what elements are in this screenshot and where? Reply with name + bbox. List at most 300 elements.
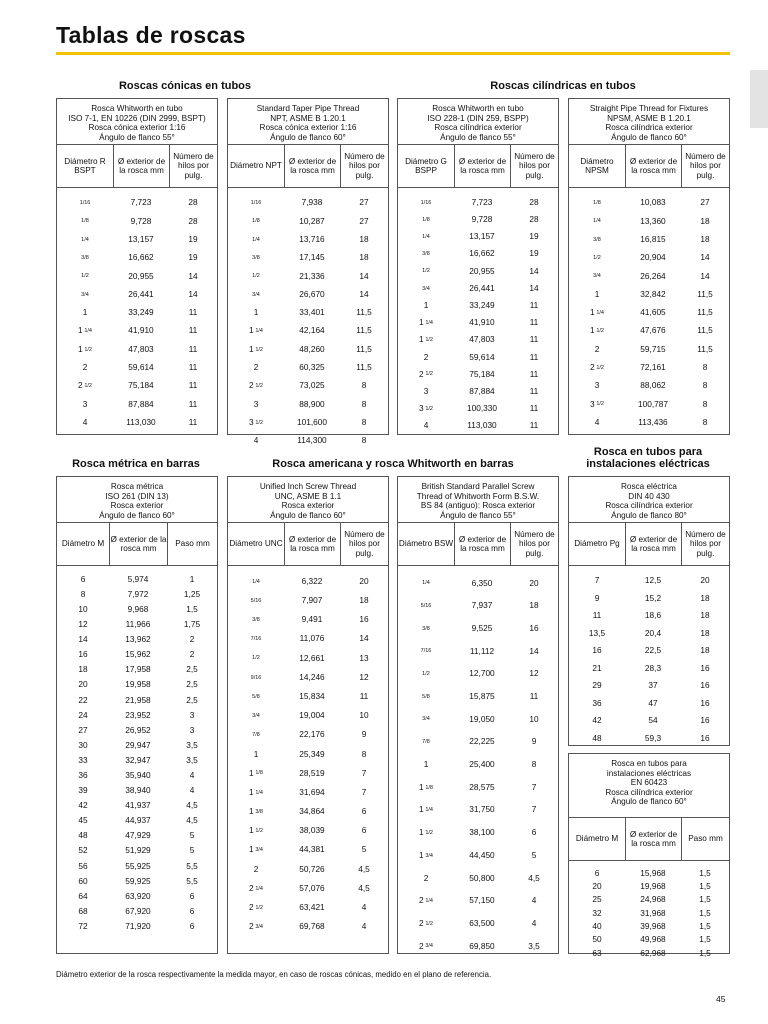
table-row	[57, 572, 217, 587]
table-cell: 1 1/2	[590, 325, 604, 336]
table-cell: 28,3	[644, 662, 662, 673]
table-cell: 3 1/2	[249, 416, 263, 427]
table-cell: 38,940	[125, 785, 151, 796]
table-cell: 4	[531, 917, 537, 928]
column-header: Diámetro NPSM	[580, 156, 614, 175]
table-cell: 2	[423, 872, 429, 883]
table-cell: 11,076	[299, 633, 325, 644]
table-cell: 2	[189, 634, 195, 645]
table-row	[57, 889, 217, 904]
table-cell: 21,336	[299, 270, 325, 281]
table-row	[228, 898, 388, 917]
table-row	[228, 591, 388, 610]
column-header: Ø exterior de la rosca mm	[109, 523, 167, 565]
table-cell: 71,920	[125, 920, 151, 931]
table-cell: 28	[188, 197, 198, 208]
table-cell: 1 1/2	[249, 825, 263, 836]
table-row	[228, 194, 388, 212]
table-cell: 5	[531, 849, 537, 860]
table-row	[569, 907, 729, 920]
table-cell: 14	[529, 645, 539, 656]
table-cell: 5,974	[127, 573, 149, 584]
table-cell: 8	[702, 416, 708, 427]
table-cell: 42	[78, 800, 88, 811]
table-row	[57, 874, 217, 889]
table-row	[57, 844, 217, 859]
table-cell: 6,322	[301, 575, 323, 586]
table-heading-line: Rosca cónica exterior 1:16	[259, 123, 357, 132]
column-header: Diámetro M	[61, 539, 105, 549]
table-heading-line: ISO 7-1, EN 10226 (DIN 2999, BSPT)	[68, 113, 206, 123]
table-row	[228, 231, 388, 249]
table-cell: 12	[359, 671, 369, 682]
table-cell: 3	[189, 709, 195, 720]
table-cell: 27	[78, 724, 88, 735]
table-cell: 51,929	[125, 845, 151, 856]
table-cell: 15,968	[640, 867, 666, 878]
table-row	[57, 768, 217, 783]
table-row	[228, 630, 388, 649]
table-row	[569, 867, 729, 880]
table-cell: 24,968	[640, 894, 666, 905]
table-cell: 1/4	[252, 236, 260, 243]
table-row	[398, 332, 558, 349]
table-cell: 4,5	[358, 863, 370, 874]
table-row	[569, 414, 729, 432]
column-header: Número de hilos por pulg.	[510, 145, 558, 187]
table-cell: 1/2	[422, 671, 430, 678]
table-cell: 114,300	[297, 435, 327, 446]
table-cell: 42,164	[299, 325, 325, 336]
table-cell: 28	[188, 215, 198, 226]
table-heading-line: Rosca cilíndrica exterior	[605, 501, 693, 510]
table-row	[569, 607, 729, 625]
table-cell: 1 1/8	[249, 767, 263, 778]
table-cell: 2,5	[186, 694, 198, 705]
table-cell: 3/8	[252, 255, 260, 262]
table-cell: 9	[361, 729, 367, 740]
table-heading-line: Ángulo de flanco 60°	[270, 132, 346, 142]
table-cell: 50	[592, 934, 602, 945]
table-cell: 11,5	[697, 343, 713, 354]
table-cell: 13,157	[469, 231, 495, 242]
table-cell: 6	[594, 867, 600, 878]
table-cell: 73,025	[299, 380, 325, 391]
table-row	[57, 708, 217, 723]
table-cell: 26,670	[299, 288, 325, 299]
table-cell: 23,952	[125, 709, 151, 720]
table-row	[398, 708, 558, 731]
table-heading-line: ISO 261 (DIN 13)	[105, 491, 169, 501]
table-cell: 2 1/2	[78, 380, 92, 391]
table-cell: 7/16	[250, 636, 262, 643]
page-title: Tablas de roscas	[56, 22, 246, 48]
table-cell: 41,605	[640, 307, 666, 318]
table-row	[398, 349, 558, 366]
table-cell: 11,966	[125, 619, 151, 630]
table-cell: 67,920	[125, 905, 151, 916]
section-title-electricas: Rosca en tubos para instalaciones eléctricas	[586, 446, 710, 470]
table-cell: 5	[189, 830, 195, 841]
table-cell: 7/8	[422, 739, 430, 746]
table-cell: 62,968	[640, 947, 666, 958]
table-cell: 25,349	[299, 748, 325, 759]
table-cell: 11	[529, 420, 539, 431]
table-row	[57, 798, 217, 813]
table-cell: 1/4	[422, 580, 430, 587]
table-row	[398, 263, 558, 280]
table-cell: 52	[78, 845, 88, 856]
table-cell: 37	[648, 680, 658, 690]
table-row	[228, 304, 388, 322]
table-row	[57, 814, 217, 829]
table-row	[398, 799, 558, 822]
table-heading	[228, 99, 388, 145]
table-cell: 13,962	[125, 634, 151, 645]
table-body	[57, 188, 217, 432]
table-row	[57, 377, 217, 395]
table-cell: 4	[531, 895, 537, 906]
table-cell: 57,076	[299, 882, 325, 893]
table-cell: 2	[189, 649, 195, 660]
table-row	[228, 821, 388, 840]
table-heading-line: Thread of Whitworth Form B.S.W.	[416, 491, 540, 501]
table-cell: 3	[253, 398, 259, 409]
table-row	[398, 754, 558, 777]
table-cell: 5/16	[250, 597, 262, 604]
table-row	[569, 231, 729, 249]
table-cell: 8	[361, 380, 367, 391]
table-cell: 11	[188, 343, 198, 354]
table-cell: 20,904	[640, 252, 666, 263]
column-header-row	[569, 523, 729, 566]
table-cell: 7	[531, 781, 537, 792]
table-cell: 19,968	[640, 881, 666, 892]
table-cell: 20	[700, 575, 710, 585]
table-cell: 3,5	[186, 739, 198, 750]
table-row	[398, 685, 558, 708]
column-header-row	[398, 145, 558, 188]
table-cell: 13,360	[640, 215, 666, 226]
table-cell: 1,75	[183, 619, 201, 630]
table-cell: 16,662	[469, 248, 495, 259]
table-row	[228, 841, 388, 860]
table-cell: 3,5	[528, 940, 540, 951]
table-cell: 12	[78, 619, 88, 630]
table-cell: 1 1/4	[419, 317, 433, 328]
table-cell: 5/8	[252, 693, 260, 700]
table-cell: 17,958	[125, 664, 151, 675]
table-cell: 31,694	[299, 786, 325, 797]
table-row	[398, 867, 558, 890]
table-cell: 3/8	[422, 251, 430, 258]
table-cell: 6	[189, 905, 195, 916]
table-cell: 2	[253, 362, 259, 373]
table-heading-line: EN 60423	[630, 778, 668, 787]
table-row	[57, 723, 217, 738]
table-heading	[228, 477, 388, 523]
table-cell: 28,519	[299, 767, 325, 778]
table-cell: 1 1/4	[419, 804, 433, 815]
table-cell: 1/4	[252, 578, 260, 585]
table-cell: 9	[531, 736, 537, 747]
table-cell: 59,3	[644, 732, 662, 743]
table-cell: 2	[423, 351, 429, 362]
table-cell: 10,287	[299, 215, 325, 226]
table-row	[569, 730, 729, 748]
table-row	[57, 414, 217, 432]
column-header: Ø exterior de la rosca mm	[113, 145, 169, 187]
table-cell: 3	[594, 380, 600, 391]
table-cell: 7,938	[301, 197, 323, 208]
footnote: Diámetro exterior de la rosca respectivamente la medida mayor, en caso de roscas cónicas, medido en el plano de referencia.	[56, 970, 492, 979]
table-cell: 5/16	[420, 603, 432, 610]
column-header-row	[228, 145, 388, 188]
table-row	[569, 285, 729, 303]
table-row	[57, 753, 217, 768]
table-cell: 19,004	[299, 710, 325, 721]
table-cell: 6	[361, 825, 367, 836]
table-cell: 6	[361, 806, 367, 817]
table-row	[57, 194, 217, 212]
table-cell: 32	[592, 907, 602, 918]
table-cell: 7,937	[471, 600, 493, 611]
table-cell: 25	[592, 894, 602, 905]
table-cell: 3 1/2	[590, 398, 604, 409]
table-cell: 4	[361, 921, 367, 932]
table-cell: 7	[361, 767, 367, 778]
table-cell: 1/2	[252, 273, 260, 280]
table-cell: 63,421	[299, 902, 325, 913]
table-cell: 2 1/2	[590, 362, 604, 373]
table-cell: 29	[592, 680, 602, 690]
table-cell: 57,150	[469, 895, 495, 906]
table-cell: 1,5	[186, 603, 198, 614]
table-cell: 7	[531, 804, 537, 815]
table-heading-line: Rosca cilíndrica exterior	[605, 123, 693, 132]
table-cell: 19	[188, 252, 198, 263]
table-cell: 11,5	[356, 343, 372, 354]
table-cell: 15,2	[644, 592, 662, 603]
table-cell: 11	[529, 299, 539, 310]
table-row	[398, 572, 558, 595]
table-cell: 75,184	[469, 368, 495, 379]
table-cell: 20	[359, 575, 369, 586]
table-cell: 18,6	[644, 610, 662, 620]
column-header-row	[228, 523, 388, 566]
table-row	[569, 340, 729, 358]
table-body	[569, 861, 729, 960]
table-cell: 1/8	[81, 218, 89, 225]
table-body	[569, 188, 729, 432]
table-cell: 11	[188, 398, 198, 409]
table-cell: 6	[80, 573, 86, 584]
column-header-row	[57, 145, 217, 188]
table-cell: 18	[700, 215, 710, 226]
table-cell: 1	[189, 573, 195, 584]
table-cell: 1 1/8	[419, 781, 433, 792]
table-row	[569, 695, 729, 713]
table-cell: 16	[700, 680, 710, 690]
table-cell: 1	[594, 288, 600, 299]
table-cell: 7,972	[127, 588, 149, 599]
table-cell: 8	[702, 380, 708, 391]
table-row	[228, 572, 388, 591]
table-cell: 16	[529, 622, 539, 633]
table-row	[57, 212, 217, 230]
table-heading-line: Rosca métrica	[110, 482, 164, 491]
table-row	[57, 783, 217, 798]
table-cell: 4,5	[358, 882, 370, 893]
table-cell: 9	[594, 592, 600, 603]
table-heading	[569, 477, 729, 523]
table-heading-line: BS 84 (antiguo): Rosca exterior	[420, 501, 536, 510]
column-header-row	[398, 523, 558, 566]
table-row	[569, 880, 729, 893]
column-header: Ø exterior de la rosca mm	[625, 145, 681, 187]
table-cell: 64	[78, 890, 88, 901]
table-heading-line: Rosca en tubos para	[611, 759, 687, 768]
table-cell: 22	[78, 694, 88, 705]
table-row	[398, 314, 558, 331]
table-cell: 1	[423, 299, 429, 310]
table-row	[569, 395, 729, 413]
table-cell: 41,910	[469, 317, 495, 328]
table-cell: 47,803	[128, 343, 154, 354]
table-cell: 28,575	[469, 781, 495, 792]
table-cell: 18	[359, 233, 369, 244]
table-cell: 11	[188, 307, 198, 318]
column-header: Diámetro M	[575, 834, 619, 844]
table-row	[228, 706, 388, 725]
table-cell: 11,5	[697, 325, 713, 336]
table-cell: 14,246	[299, 671, 325, 682]
table-cell: 18	[700, 645, 710, 655]
table-cell: 12	[529, 668, 539, 679]
table-cell: 4	[82, 416, 88, 427]
table-cell: 7,723	[130, 197, 152, 208]
table-cell: 2 1/2	[419, 368, 433, 379]
table-cell: 1/2	[593, 255, 601, 262]
table-cell: 27	[359, 197, 369, 208]
table-cell: 8	[702, 362, 708, 373]
table-cell: 31,750	[469, 804, 495, 815]
table-cell: 59,614	[469, 351, 495, 362]
table-row	[57, 340, 217, 358]
table-cell: 3/8	[593, 236, 601, 243]
table-cell: 33,249	[128, 307, 154, 318]
table-cell: 11,5	[356, 325, 372, 336]
table-row	[569, 642, 729, 660]
table-heading-line: Ángulo de flanco 60°	[611, 797, 687, 806]
table-cell: 21,958	[125, 694, 151, 705]
table-body	[228, 566, 388, 937]
table-cell: 14	[359, 288, 369, 299]
table-row	[228, 610, 388, 629]
table-cell: 19	[529, 248, 539, 259]
table-heading-line: Ángulo de flanco 55°	[99, 132, 175, 142]
table-cell: 8	[702, 398, 708, 409]
table-cell: 1/16	[79, 200, 91, 207]
table-cell: 22,225	[469, 736, 495, 747]
table-cell: 14	[700, 252, 710, 263]
table-cell: 8	[361, 435, 367, 446]
table-en60423	[568, 753, 730, 958]
table-cell: 16	[700, 662, 710, 673]
table-heading-line: Rosca cilíndrica exterior	[434, 123, 522, 132]
table-cell: 9/16	[250, 674, 262, 681]
table-row	[398, 280, 558, 297]
table-row	[228, 668, 388, 687]
table-cell: 3/4	[422, 285, 430, 292]
table-row	[57, 738, 217, 753]
table-cell: 1 3/4	[249, 844, 263, 855]
table-cell: 72	[78, 920, 88, 931]
table-cell: 11,5	[697, 307, 713, 318]
table-row	[57, 663, 217, 678]
table-row	[57, 859, 217, 874]
table-cell: 1 1/2	[419, 334, 433, 345]
table-heading-line: ISO 228-1 (DIN 259, BSPP)	[427, 113, 529, 123]
table-row	[569, 194, 729, 212]
table-cell: 16,815	[640, 233, 666, 244]
table-cell: 20,4	[644, 627, 662, 638]
table-heading	[57, 99, 217, 145]
table-cell: 20	[78, 679, 88, 690]
table-row	[569, 920, 729, 933]
table-bspp	[397, 98, 559, 435]
table-heading-line: Standard Taper Pipe Thread	[256, 104, 360, 113]
table-row	[398, 595, 558, 618]
column-header: Ø exterior de la rosca mm	[625, 523, 681, 565]
table-heading	[57, 477, 217, 523]
table-cell: 60	[78, 875, 88, 886]
table-cell: 1,25	[183, 588, 201, 599]
table-cell: 1/16	[420, 199, 432, 206]
table-cell: 59,925	[125, 875, 151, 886]
table-cell: 1 1/2	[419, 827, 433, 838]
column-header: Ø exterior de la rosca mm	[284, 145, 340, 187]
table-cell: 1/4	[422, 233, 430, 240]
table-row	[398, 228, 558, 245]
table-cell: 63	[592, 947, 602, 958]
table-cell: 9,728	[130, 215, 152, 226]
column-header: Diámetro Pg	[574, 539, 620, 549]
table-cell: 2,5	[186, 679, 198, 690]
table-cell: 32,842	[640, 288, 666, 299]
table-cell: 9,491	[301, 614, 323, 625]
table-metrica	[56, 476, 218, 954]
table-cell: 5/8	[422, 693, 430, 700]
table-cell: 28	[529, 196, 539, 207]
table-cell: 18	[529, 600, 539, 611]
table-cell: 18	[359, 595, 369, 606]
table-cell: 24	[78, 709, 88, 720]
table-cell: 1	[253, 307, 259, 318]
table-row	[398, 731, 558, 754]
table-row	[398, 776, 558, 799]
table-cell: 1/16	[250, 200, 262, 207]
column-header: Número de hilos por pulg.	[340, 523, 388, 565]
table-heading-line: NPSM, ASME B 1.20.1	[607, 113, 691, 123]
table-cell: 6,350	[471, 577, 493, 588]
title-rule	[56, 52, 730, 55]
table-row	[569, 933, 729, 946]
table-row	[57, 231, 217, 249]
table-cell: 7	[361, 786, 367, 797]
table-row	[569, 660, 729, 678]
table-heading-line: Ángulo de flanco 80°	[611, 510, 687, 520]
